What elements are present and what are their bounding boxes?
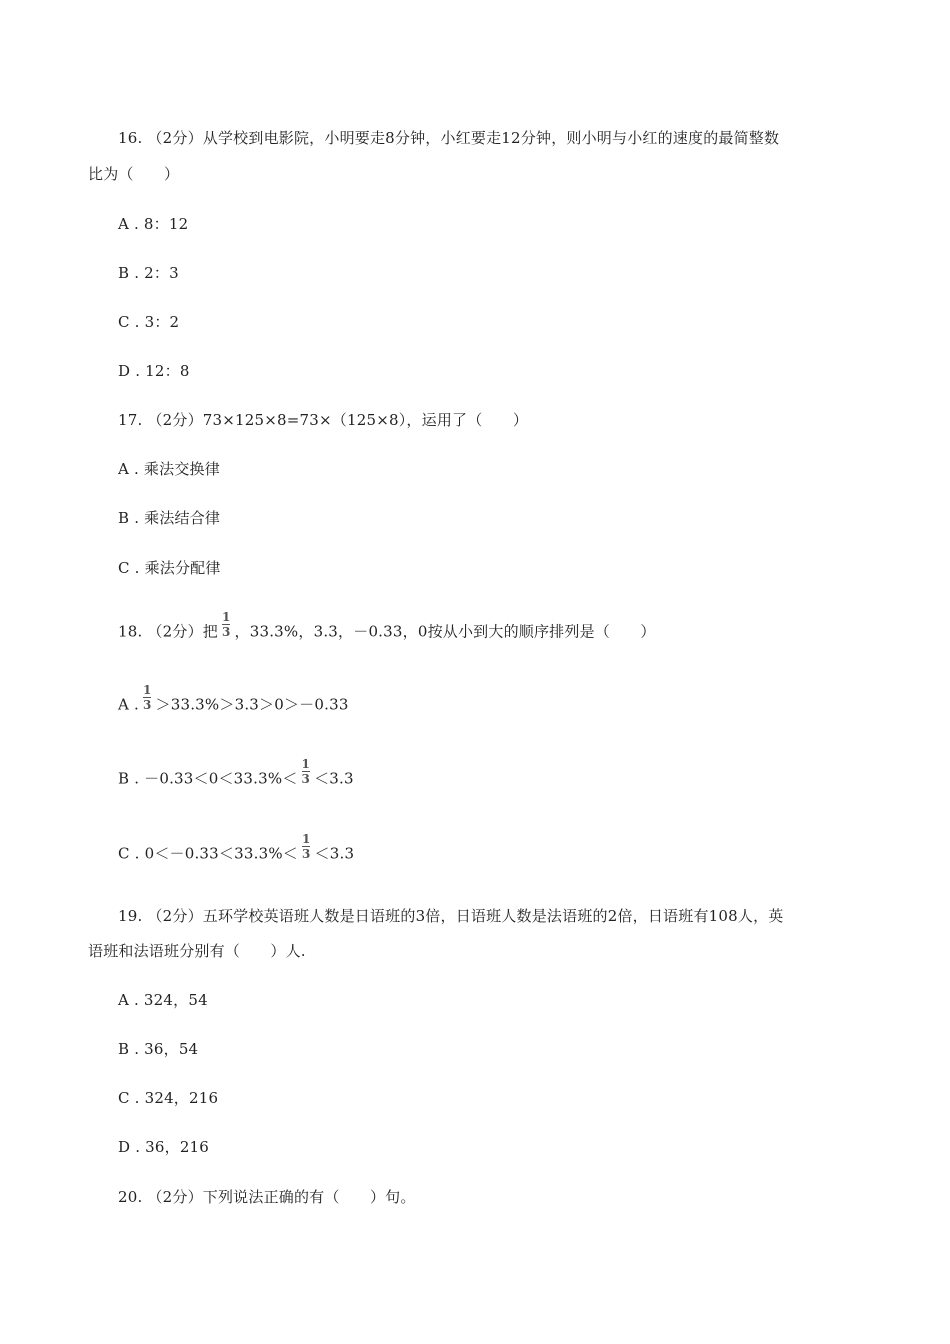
q19-option-d: D . 36，216 [118,1138,210,1156]
fraction-one-third [302,758,311,785]
q20-stem: 20. （2分）下列说法正确的有（ ）句。 [118,1188,416,1206]
fraction-denominator: 3 [142,698,152,712]
q17-stem: 17. （2分）73×125×8=73×（125×8），运用了（ ） [118,411,529,429]
fraction-numerator: 1 [142,683,152,697]
q18-stem-suffix: ，33.3%，3.3，－0.33，0按从小到大的顺序排列是（ ） [234,622,656,641]
q18-option-b [118,757,354,793]
q19-stem-line1: 19. （2分）五环学校英语班人数是日语班的3倍，日语班人数是法语班的2倍，日语班有108人，英 [118,907,784,925]
fraction-one-third [222,611,231,638]
q19-option-c: C . 324，216 [118,1089,219,1107]
q18-option-b-prefix: B . －0.33＜0＜33.3%＜ [118,769,298,788]
q16-option-b: B . 2：3 [118,264,179,282]
q18-stem-prefix: 18. （2分）把 [118,622,218,641]
q18-option-b-suffix: ＜3.3 [314,769,354,788]
q16-option-a: A . 8：12 [118,215,189,233]
fraction-numerator: 1 [301,757,311,771]
fraction-numerator: 1 [221,610,231,624]
fraction-one-third [302,833,311,860]
q18-option-a-suffix: ＞33.3%＞3.3＞0＞－0.33 [155,695,349,714]
q16-option-d: D . 12：8 [118,362,190,380]
fraction-denominator: 3 [221,625,231,639]
q18-option-a-prefix: A . [118,695,139,714]
q19-stem-line2: 语班和法语班分别有（ ）人. [88,942,306,960]
q16-stem-line2: 比为（ ） [88,165,180,183]
q16-stem-line1: 16. （2分）从学校到电影院，小明要走8分钟，小红要走12分钟，则小明与小红的速度的最简整数 [118,129,780,147]
q19-option-a: A . 324，54 [118,991,208,1009]
q18-stem [118,610,656,646]
q18-option-c [118,832,355,868]
q17-option-a: A . 乘法交换律 [118,460,220,478]
fraction-numerator: 1 [301,832,311,846]
q17-option-b: B . 乘法结合律 [118,509,221,527]
q18-option-a [118,683,349,719]
q18-option-c-suffix: ＜3.3 [314,844,355,863]
q19-option-b: B . 36，54 [118,1040,199,1058]
fraction-denominator: 3 [301,847,311,861]
fraction-denominator: 3 [301,772,311,786]
q18-option-c-prefix: C . 0＜－0.33＜33.3%＜ [118,844,298,863]
q16-option-c: C . 3：2 [118,313,180,331]
q17-option-c: C . 乘法分配律 [118,559,221,577]
fraction-one-third [143,684,152,711]
